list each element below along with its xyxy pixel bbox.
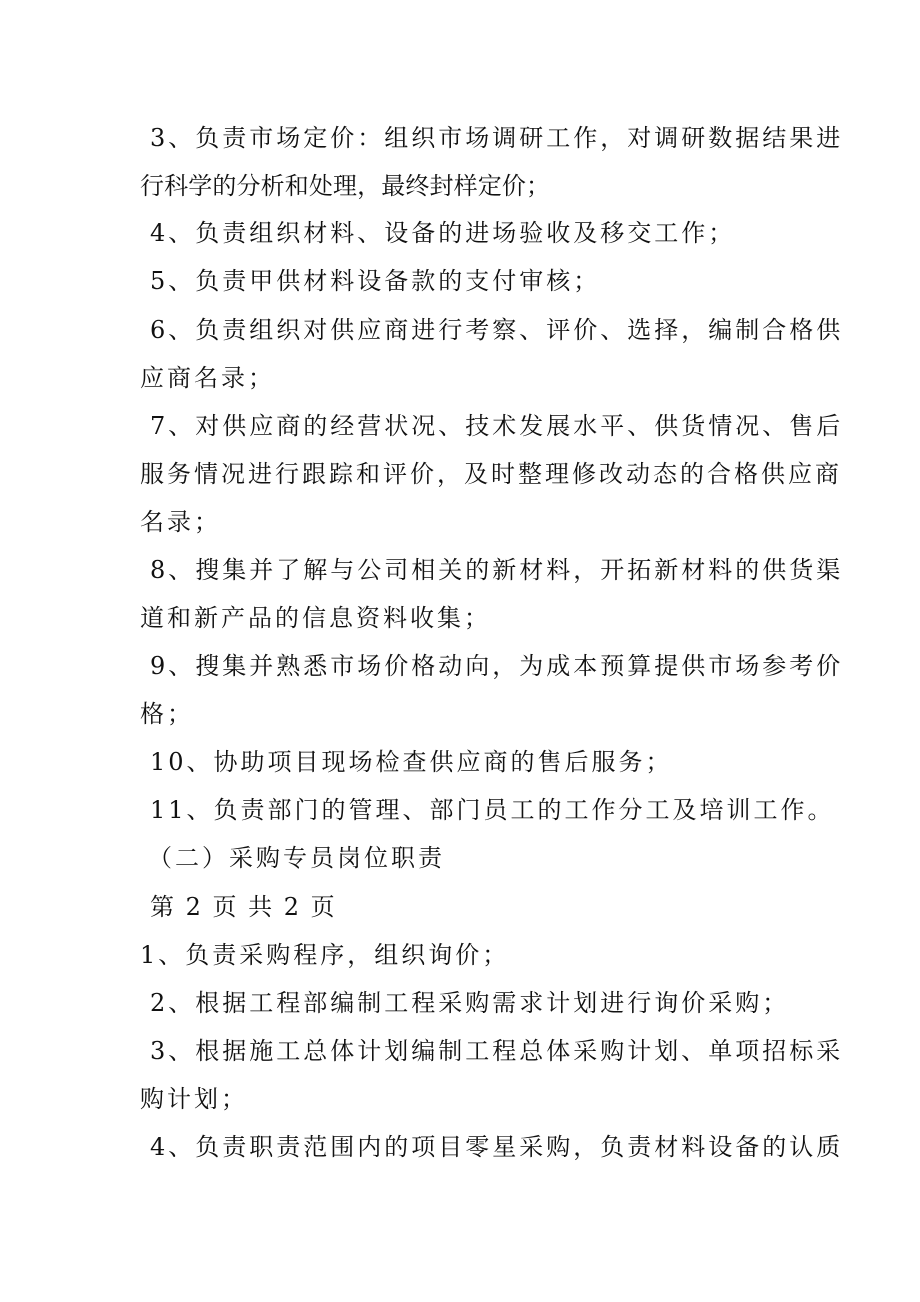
- text-line: 10、协助项目现场检查供应商的售后服务；: [150, 748, 673, 776]
- text-line: 道和新产品的信息资料收集；: [140, 604, 491, 632]
- text-line: 3、负责市场定价：组织市场调研工作，对调研数据结果进: [150, 124, 844, 152]
- text-line: 名录；: [140, 508, 221, 536]
- section-heading: （二）采购专员岗位职责: [148, 844, 445, 872]
- text-line: 格；: [140, 700, 194, 728]
- text-line: 3、根据施工总体计划编制工程总体采购计划、单项招标采: [150, 1037, 844, 1065]
- text-line: 6、负责组织对供应商进行考察、评价、选择，编制合格供: [150, 316, 844, 344]
- text-line: 应商名录；: [140, 364, 275, 392]
- text-line: 1、负责采购程序，组织询价；: [140, 941, 510, 969]
- text-line: 行科学的分析和处理，最终封样定价；: [140, 172, 550, 200]
- text-line: 9、搜集并熟悉市场价格动向，为成本预算提供市场参考价: [150, 652, 844, 680]
- text-line: 4、负责职责范围内的项目零星采购，负责材料设备的认质: [150, 1133, 844, 1161]
- text-line: 11、负责部门的管理、部门员工的工作分工及培训工作。: [150, 796, 835, 824]
- text-line: 2、根据工程部编制工程采购需求计划进行询价采购；: [150, 989, 790, 1017]
- text-line: 5、负责甲供材料设备款的支付审核；: [150, 267, 601, 295]
- text-line: 服务情况进行跟踪和评价，及时整理修改动态的合格供应商: [140, 460, 842, 488]
- text-line: 购计划；: [140, 1085, 248, 1113]
- text-line: 4、负责组织材料、设备的进场验收及移交工作；: [150, 219, 736, 247]
- text-line: 7、对供应商的经营状况、技术发展水平、供货情况、售后: [150, 412, 844, 440]
- page-number: 第 2 页 共 2 页: [150, 893, 337, 921]
- text-line: 8、搜集并了解与公司相关的新材料，开拓新材料的供货渠: [150, 556, 844, 584]
